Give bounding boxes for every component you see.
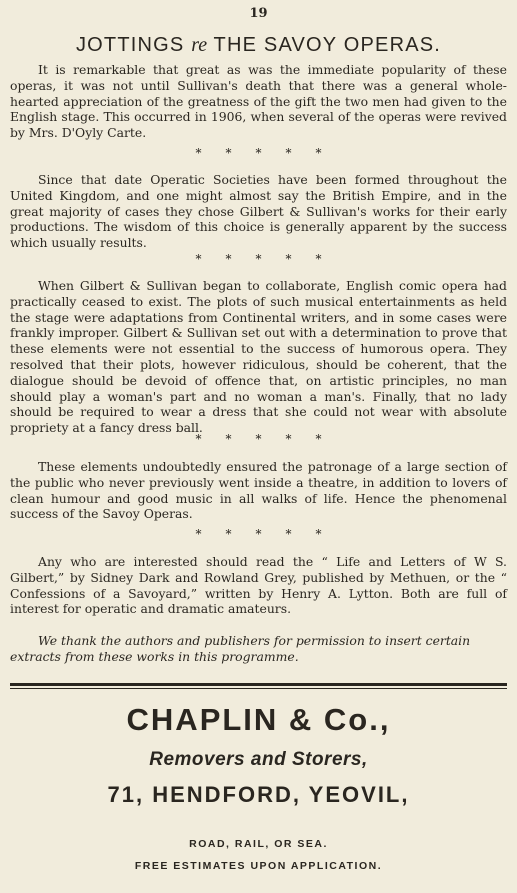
advert-company-name: CHAPLIN & Co.,: [126, 702, 391, 737]
star-divider-3: * * * * *: [195, 432, 322, 446]
paragraph-5: Any who are interested should read the “ Life and Letters of W S. Gilbert,” by Sidney Dark and Rowland Grey, published by Methuen, or the “ Confessions of a Savoyard,” written by Henry A. Lytton. Both are full of interest for operatic and dramatic amateurs.: [10, 554, 507, 617]
title-re: re: [191, 34, 208, 56]
title-part-1: JOTTINGS: [75, 34, 185, 56]
advert-services: ROAD, RAIL, OR SEA.: [189, 838, 328, 850]
star-divider-1: * * * * *: [195, 146, 322, 160]
paragraph-4: These elements undoubtedly ensured the patronage of a large section of the public who never previously went inside a theatre, in addition to lovers of clean humour and good music in all walks of life. Hence the phenomenal success of the Savoy Operas.: [10, 459, 507, 522]
paragraph-2: Since that date Operatic Societies have been formed throughout the United Kingdom, and one might almost say the British Empire, and in the great majority of cases they chose Gilbert & Sullivan's works for their early productions. The wisdom of this choice is generally apparent by the success which usually results.: [10, 172, 507, 251]
title-part-2: THE SAVOY OPERAS.: [213, 34, 442, 56]
advert-estimates: FREE ESTIMATES UPON APPLICATION.: [134, 860, 383, 872]
star-divider-4: * * * * *: [195, 527, 322, 541]
star-divider-2: * * * * *: [195, 252, 322, 266]
advert-address: 71, HENDFORD, YEOVIL,: [107, 782, 410, 807]
page-title: [0, 34, 517, 57]
divider-rule-thin: [10, 688, 507, 689]
acknowledgement: We thank the authors and publishers for permission to insert certain extracts from these works in this programme.: [10, 633, 471, 664]
divider-rule-thick: [10, 683, 507, 686]
page-number: 19: [249, 6, 268, 21]
advert-tagline: Removers and Storers,: [149, 749, 368, 770]
paragraph-1: It is remarkable that great as was the immediate popularity of these operas, it was not until Sullivan's death that there was a general whole-hearted appreciation of the greatness of the gift the two men had given to the English stage. This occurred in 1906, when several of the operas were revived by Mrs. D'Oyly Carte.: [10, 62, 507, 141]
paragraph-3: When Gilbert & Sullivan began to collaborate, English comic opera had practically ceased to exist. The plots of such musical entertainments as held the stage were adaptations from Continental writers, and in some cases were frankly improper. Gilbert & Sullivan set out with a determination to prove that these elements were not essential to the success of humorous opera. They resolved that their plots, however ridiculous, should be coherent, that the dialogue should be devoid of offence that, on artistic principles, no man should play a woman's part and no woman a man's. Finally, that no lady should be required to wear a dress that she could not wear with absolute propriety at a fancy dress ball.: [10, 278, 507, 436]
